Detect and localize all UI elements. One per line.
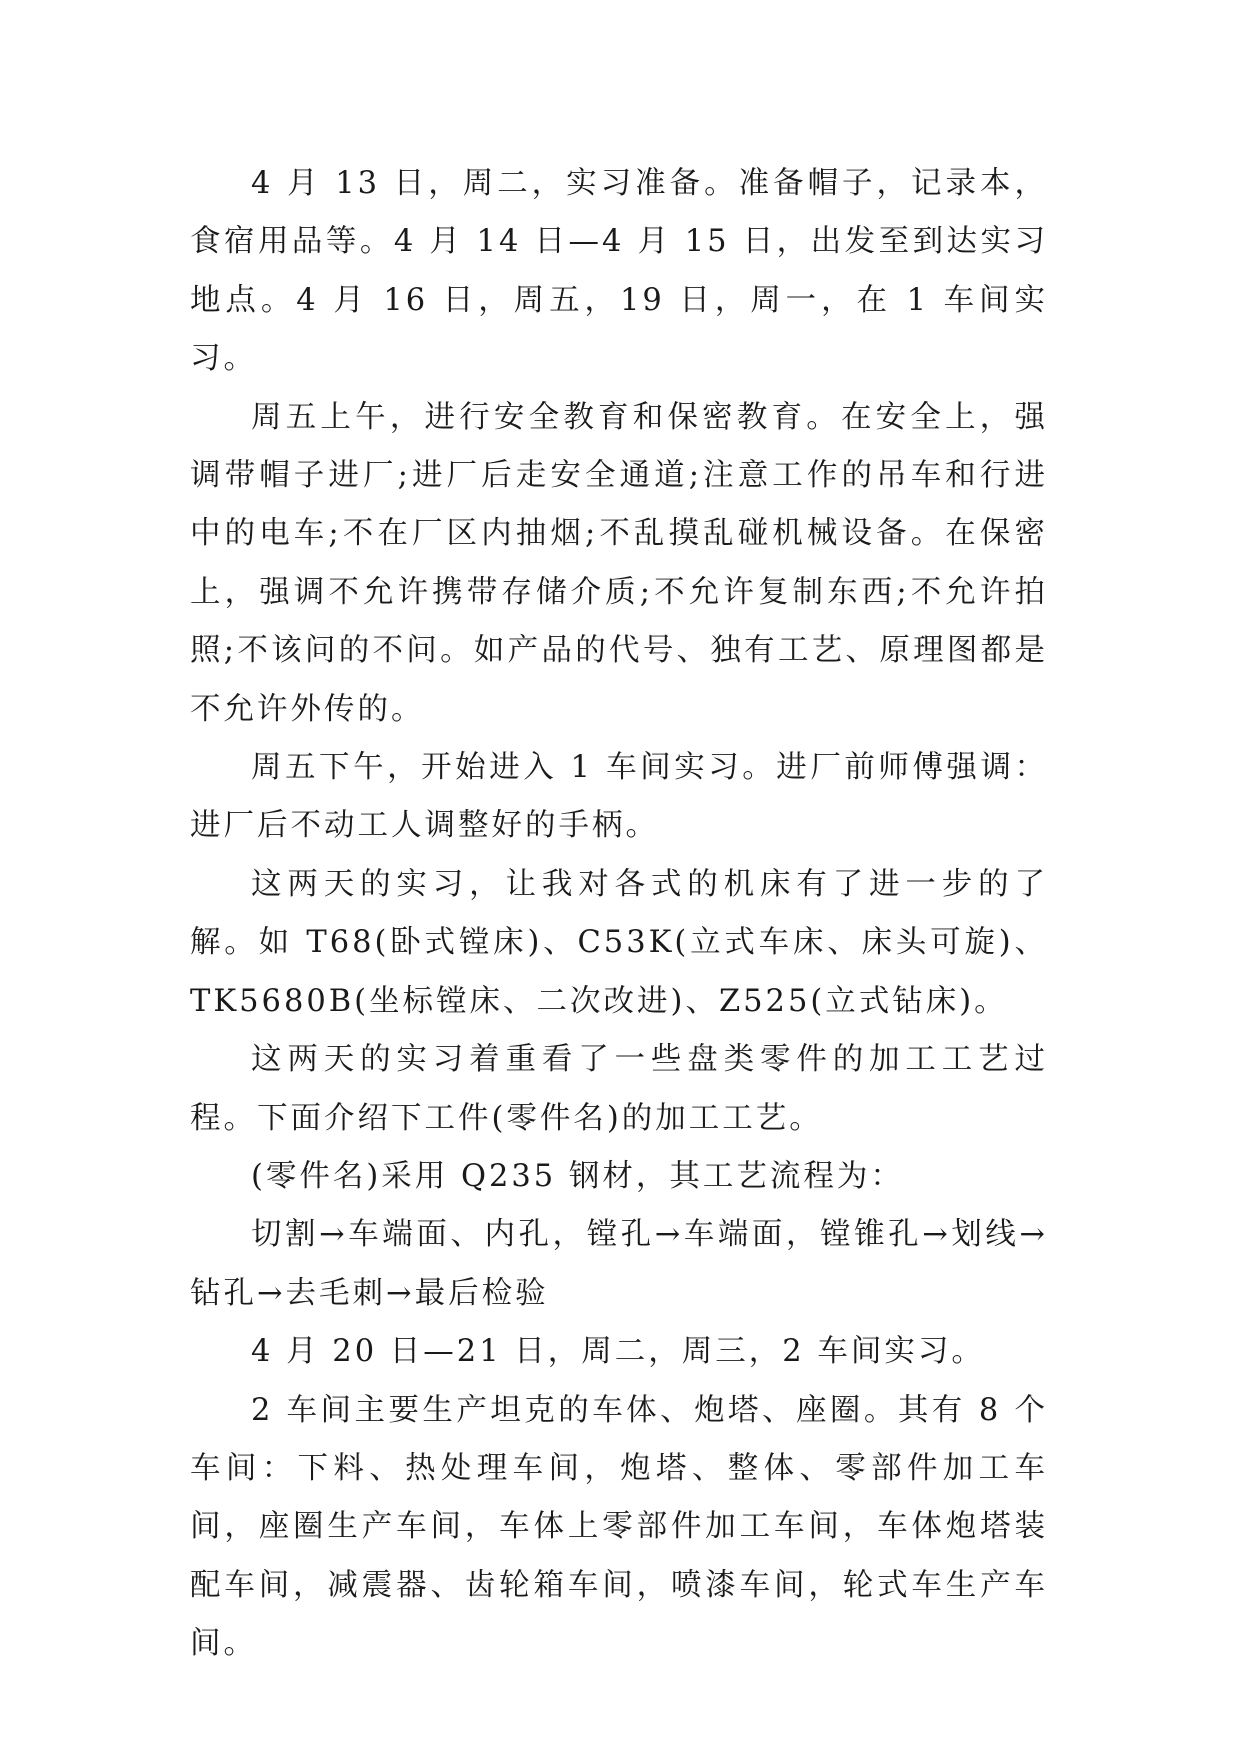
paragraph-workshop-2-dates: 4 月 20 日—21 日，周二，周三，2 车间实习。 (251, 1334, 985, 1370)
paragraph-material: (零件名)采用 Q235 钢材，其工艺流程为： (251, 1158, 904, 1194)
paragraph-disc-parts: 这两天的实习着重看了一些盘类零件的加工工艺过程。下面介绍下工件(零件名)的加工工艺。 (190, 1042, 1048, 1136)
paragraph-internship-prep: 4 月 13 日，周二，实习准备。准备帽子，记录本，食宿用品等。4 月 14 日—4 月 15 日，出发至到达实习地点。4 月 16 日，周五，19 日，周一，在 1 车间实习。 (190, 166, 1048, 377)
paragraph-friday-afternoon: 周五下午，开始进入 1 车间实习。进厂前师傅强调：进厂后不动工人调整好的手柄。 (190, 750, 1048, 844)
paragraph-workshop-2-overview: 2 车间主要生产坦克的车体、炮塔、座圈。其有 8 个车间：下料、热处理车间，炮塔、整体、零部件加工车间，座圈生产车间，车体上零部件加工车间，车体炮塔装配车间，减震器、齿轮箱车间，喷漆车间，轮式车生产车间。 (190, 1392, 1048, 1662)
document-body (190, 155, 1048, 1674)
paragraph-machine-tools: 这两天的实习，让我对各式的机床有了进一步的了解。如 T68(卧式镗床)、C53K(立式车床、床头可旋)、TK5680B(坐标镗床、二次改进)、Z525(立式钻床)。 (190, 866, 1048, 1019)
paragraph-process-flow: 切割→车端面、内孔，镗孔→车端面，镗锥孔→划线→钻孔→去毛刺→最后检验 (190, 1217, 1048, 1311)
paragraph-safety-education: 周五上午，进行安全教育和保密教育。在安全上，强调带帽子进厂;进厂后走安全通道;注意工作的吊车和行进中的电车;不在厂区内抽烟;不乱摸乱碰机械设备。在保密上，强调不允许携带存储介质;不允许复制东西;不允许拍照;不该问的不问。如产品的代号、独有工艺、原理图都是不允许外传的。 (190, 399, 1048, 727)
